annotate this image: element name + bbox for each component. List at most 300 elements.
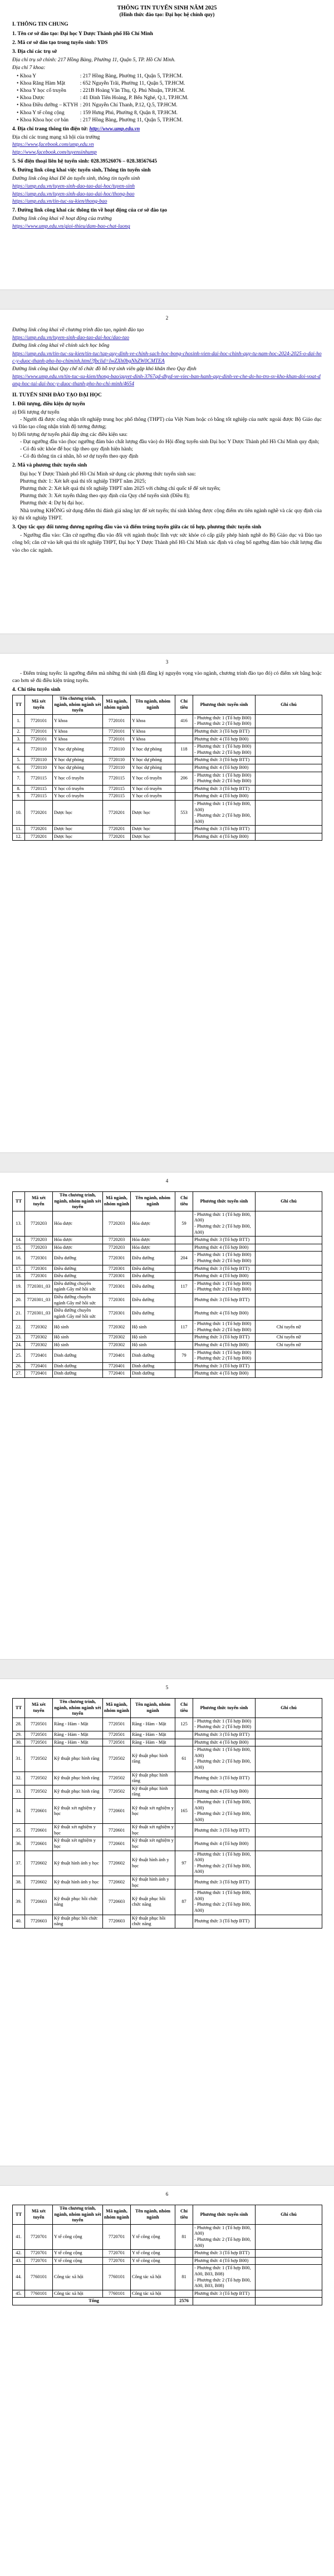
scholarship-link[interactable]: https://ump.edu.vn/tin-tuc-su-kien/tin-tuc/tap-quy-dinh-ve-chinh-sach-hoc-bong-chosinh-vien-dai-hoc-chinh-quy-tu-nam-hoc-2024-2025-o-dai-hoc-y-duoc-thanh-pho-ho-chiminh.html?fbclid=IwZXh0bgNhZW0CMTEA bbox=[12, 351, 322, 364]
table-cell: Kỹ thuật xét nghiệm y học bbox=[131, 1837, 175, 1851]
table-row bbox=[13, 1824, 322, 1837]
table-cell: 7720115 bbox=[103, 772, 131, 785]
table-cell: Phương thức 4 (Tổ hợp B00) bbox=[193, 1370, 256, 1378]
table-cell: Phương thức 3 (Tổ hợp BTT) bbox=[193, 1915, 256, 1928]
table-cell: Công tác xã hội bbox=[131, 2290, 175, 2298]
table-cell: Dinh dưỡng bbox=[131, 1362, 175, 1370]
table-cell: Điều dưỡng bbox=[131, 1252, 175, 1265]
table-cell: 7720401 bbox=[103, 1362, 131, 1370]
column-header: Tên ngành, nhóm ngành bbox=[131, 2205, 175, 2225]
table-cell bbox=[256, 2224, 322, 2249]
table-cell: Phương thức 4 (Tổ hợp B00) bbox=[193, 1273, 256, 1280]
social-link-row bbox=[12, 141, 322, 149]
table-cell bbox=[256, 1293, 322, 1307]
table-row bbox=[13, 1334, 322, 1342]
table-cell bbox=[175, 1370, 193, 1378]
table-cell: Điều dưỡng chuyên ngành Gây mê hồi sức bbox=[53, 1293, 103, 1307]
table-cell: Y khoa bbox=[131, 735, 175, 743]
table-cell: 7720201 bbox=[25, 800, 53, 825]
table-cell bbox=[256, 1772, 322, 1785]
table-cell bbox=[256, 1876, 322, 1890]
table-row bbox=[13, 1362, 322, 1370]
table-cell: Dược học bbox=[53, 826, 103, 833]
table-cell: Điều dưỡng bbox=[131, 1307, 175, 1321]
table-cell: 7720203 bbox=[103, 1244, 131, 1252]
table-cell: Kỹ thuật phục hình răng bbox=[131, 1772, 175, 1785]
table-cell: Kỹ thuật phục hình răng bbox=[131, 1746, 175, 1772]
table-cell: Điều dưỡng chuyên ngành Gây mê hồi sức bbox=[53, 1307, 103, 1321]
table-cell: 7720502 bbox=[103, 1785, 131, 1798]
table-row bbox=[13, 1718, 322, 1731]
table-cell: Dinh dưỡng bbox=[131, 1349, 175, 1362]
table-cell: Kỹ thuật xét nghiệm y học bbox=[131, 1824, 175, 1837]
link-row bbox=[12, 223, 322, 230]
table-cell bbox=[256, 1915, 322, 1928]
table-row bbox=[13, 1244, 322, 1252]
facebook-link[interactable]: https://www.facebook.com/ump.edu.vn bbox=[12, 142, 94, 148]
faculty-row bbox=[12, 87, 322, 95]
link-row bbox=[12, 335, 322, 342]
table-cell: 7720601 bbox=[25, 1824, 53, 1837]
bullet-icon: • bbox=[17, 73, 20, 79]
table-row bbox=[13, 2265, 322, 2290]
page-break bbox=[0, 290, 334, 310]
table-cell: 6. bbox=[13, 764, 25, 772]
table-cell bbox=[256, 757, 322, 764]
table-row bbox=[13, 1851, 322, 1876]
table-cell: - Phương thức 1 (Tổ hợp B00, A00) - Phương thức 2 (Tổ hợp B00, A00) bbox=[193, 1851, 256, 1876]
table-cell bbox=[256, 2298, 322, 2305]
table-cell: 19. bbox=[13, 1280, 25, 1293]
table-cell: 7720401 bbox=[25, 1362, 53, 1370]
table-cell: Hóa dược bbox=[131, 1237, 175, 1244]
table-cell: Phương thức 4 (Tổ hợp B00) bbox=[193, 2257, 256, 2265]
column-header: Tên ngành, nhóm ngành bbox=[131, 1192, 175, 1211]
link-label-b: Đường link công khai về chính sách học bổng bbox=[12, 343, 110, 349]
social-label: Địa chỉ các trang mạng xã hội của trường bbox=[12, 135, 100, 141]
table-cell: 7720302 bbox=[103, 1334, 131, 1342]
column-header: Tên chương trình, ngành, nhóm ngành xét tuyển bbox=[53, 2205, 103, 2225]
table-cell: Kỹ thuật xét nghiệm y học bbox=[53, 1798, 103, 1823]
quality-link[interactable]: https://www.ump.edu.vn/gioi-thieu/dam-bao-chat-luong bbox=[12, 224, 130, 230]
website-link[interactable]: http://www.ump.edu.vn bbox=[89, 126, 140, 133]
table-cell bbox=[256, 1837, 322, 1851]
table-cell bbox=[256, 1731, 322, 1739]
table-cell: Phương thức 3 (Tổ hợp BTT) bbox=[193, 2250, 256, 2258]
table-cell: 165 bbox=[175, 1798, 193, 1823]
table-cell: - Phương thức 1 (Tổ hợp B00, A00) - Phương thức 2 (Tổ hợp B00, A00) bbox=[193, 1890, 256, 1915]
table-cell: 7720301_03 bbox=[25, 1293, 53, 1307]
table-cell: 26. bbox=[13, 1362, 25, 1370]
table-row bbox=[13, 2290, 322, 2298]
table-cell: 45. bbox=[13, 2290, 25, 2298]
column-header: Tên ngành, nhóm ngành bbox=[131, 695, 175, 715]
admission-link[interactable]: https://ump.edu.vn/tuyen-sinh-dao-tao-dai-hoc/tuyen-sinh bbox=[12, 184, 135, 190]
table-cell bbox=[175, 1731, 193, 1739]
table-cell: Răng - Hàm - Mặt bbox=[53, 1718, 103, 1731]
total-value: 2576 bbox=[175, 2298, 193, 2305]
total-label: Tổng bbox=[13, 2298, 175, 2305]
table-cell: Kỹ thuật hình ảnh y học bbox=[53, 1851, 103, 1876]
item-4 bbox=[12, 126, 322, 133]
table-cell: 7720101 bbox=[25, 735, 53, 743]
table-cell: 33. bbox=[13, 1785, 25, 1798]
method-item: Phương thức 2: Xét kết quả thi tốt nghiệp THPT năm 2025 với chứng chỉ quốc tế để xét tuyển; bbox=[20, 486, 220, 492]
table-cell: 41. bbox=[13, 2224, 25, 2249]
table-cell: 7760101 bbox=[103, 2290, 131, 2298]
table-cell: Kỹ thuật phục hình răng bbox=[131, 1785, 175, 1798]
table-row bbox=[13, 772, 322, 785]
table-cell: Y khoa bbox=[131, 728, 175, 735]
column-header: Tên ngành, nhóm ngành bbox=[131, 1699, 175, 1718]
table-cell bbox=[256, 1244, 322, 1252]
table-cell: Dược học bbox=[131, 826, 175, 833]
table-cell: Dinh dưỡng bbox=[53, 1370, 103, 1378]
table-cell: 7720203 bbox=[103, 1211, 131, 1236]
table-cell: 35. bbox=[13, 1824, 25, 1837]
table-cell: - Phương thức 1 (Tổ hợp B00) - Phương thức 2 (Tổ hợp B00) bbox=[193, 1280, 256, 1293]
table-row bbox=[13, 743, 322, 757]
table-cell: 7720401 bbox=[25, 1349, 53, 1362]
table-cell: - Phương thức 1 (Tổ hợp B00, A00) - Phương thức 2 (Tổ hợp B00, A00) bbox=[193, 1746, 256, 1772]
table-cell: 7720110 bbox=[103, 764, 131, 772]
bullet-icon: • bbox=[17, 117, 20, 123]
table-cell: 7720201 bbox=[103, 833, 131, 841]
method-item: Phương thức 4: Dự bị đại học. bbox=[20, 501, 85, 507]
page-3 bbox=[12, 670, 322, 695]
training-link[interactable]: https://ump.edu.vn/tuyen-sinh-dao-tao-dai-hoc/dao-tao bbox=[12, 335, 130, 341]
table-cell: - Phương thức 1 (Tổ hợp B00, A00) - Phương thức 2 (Tổ hợp B00, A00) bbox=[193, 800, 256, 825]
page-2 bbox=[12, 326, 322, 555]
table-cell: Kỹ thuật xét nghiệm y học bbox=[53, 1824, 103, 1837]
faculty-row bbox=[12, 117, 322, 124]
table-cell: Y học cổ truyền bbox=[131, 793, 175, 801]
table-cell: 117 bbox=[175, 1280, 193, 1293]
table-cell: 7720301 bbox=[103, 1293, 131, 1307]
table-cell: 5. bbox=[13, 757, 25, 764]
table-cell: 21. bbox=[13, 1307, 25, 1321]
table-cell: Phương thức 3 (Tổ hợp BTT) bbox=[193, 1731, 256, 1739]
table-cell: Y khoa bbox=[53, 714, 103, 728]
table-cell: Phương thức 3 (Tổ hợp BTT) bbox=[193, 1876, 256, 1890]
faculty-row bbox=[12, 80, 322, 87]
table-row bbox=[13, 1798, 322, 1823]
quota-table bbox=[12, 2205, 322, 2305]
faculty-address: : 41 Đinh Tiên Hoàng, P. Bến Nghé, Q.1, TP.HCM. bbox=[80, 95, 189, 101]
table-row bbox=[13, 1746, 322, 1772]
paragraph: a) Đối tượng dự tuyển bbox=[12, 410, 60, 416]
table-total-row bbox=[13, 2298, 322, 2305]
table-row bbox=[13, 764, 322, 772]
table-cell: Kỹ thuật xét nghiệm y học bbox=[131, 1798, 175, 1823]
faculty-row bbox=[12, 73, 322, 80]
table-cell: 7720301 bbox=[103, 1273, 131, 1280]
table-cell: 7720110 bbox=[25, 757, 53, 764]
table-cell: Y khoa bbox=[131, 714, 175, 728]
table-cell: Chỉ tuyển nữ bbox=[256, 1342, 322, 1350]
table-cell: Phương thức 3 (Tổ hợp BTT) bbox=[193, 2290, 256, 2298]
table-cell bbox=[256, 2290, 322, 2298]
table-row bbox=[13, 1349, 322, 1362]
page-number: 3 bbox=[165, 659, 169, 665]
table-cell: 7720101 bbox=[25, 728, 53, 735]
table-cell: Hóa dược bbox=[131, 1211, 175, 1236]
table-cell: - Phương thức 1 (Tổ hợp B00) - Phương thức 2 (Tổ hợp B00) bbox=[193, 1349, 256, 1362]
admission-link[interactable]: https://ump.edu.vn/tin-tuc-su-kien/thong-bao bbox=[12, 198, 107, 204]
table-cell: 7720501 bbox=[103, 1739, 131, 1746]
page-number: 5 bbox=[165, 1685, 169, 1690]
table-cell: 4. bbox=[13, 743, 25, 757]
table-row bbox=[13, 2250, 322, 2258]
table-cell: 7720701 bbox=[103, 2257, 131, 2265]
table-row bbox=[13, 1265, 322, 1273]
table-cell: 59 bbox=[175, 1211, 193, 1236]
table-cell bbox=[175, 1307, 193, 1321]
table-cell bbox=[256, 2265, 322, 2290]
doc-title: THÔNG TIN TUYỂN SINH NĂM 2025 bbox=[117, 5, 217, 11]
table-cell bbox=[175, 2290, 193, 2298]
table-row bbox=[13, 1342, 322, 1350]
item-3: 3. Địa chỉ các trụ sở bbox=[12, 49, 57, 55]
table-row bbox=[13, 1772, 322, 1785]
table-cell bbox=[256, 826, 322, 833]
table-cell: 12. bbox=[13, 833, 25, 841]
table-header-row bbox=[13, 1699, 322, 1718]
table-cell: 7720301 bbox=[103, 1265, 131, 1273]
table-cell: 204 bbox=[175, 1252, 193, 1265]
table-cell bbox=[256, 800, 322, 825]
paragraph: - Người đã được công nhận tốt nghiệp trung học phổ thông (THPT) của Việt Nam hoặc có bằng tốt nghiệp của nước ngoài được Bộ Giáo dục và Đào tạo công nhận trình độ tương đương; bbox=[12, 417, 322, 430]
faculty-name: Khoa Y học cổ truyền bbox=[19, 88, 66, 94]
table-cell bbox=[175, 1265, 193, 1273]
column-header: Mã ngành, nhóm ngành bbox=[103, 1699, 131, 1718]
table-cell: 7720302 bbox=[103, 1321, 131, 1334]
table-row bbox=[13, 1293, 322, 1307]
bullet-icon: • bbox=[17, 88, 20, 94]
table-cell: 7720601 bbox=[25, 1837, 53, 1851]
table-cell bbox=[175, 1915, 193, 1928]
table-cell: 7720501 bbox=[25, 1731, 53, 1739]
table-cell: 7720601 bbox=[103, 1837, 131, 1851]
table-cell: Điều dưỡng bbox=[131, 1265, 175, 1273]
table-cell bbox=[175, 2250, 193, 2258]
link-label-c: Đường link công khai Quy chế tổ chức đồ hỗ trợ sinh viên gặp khó khăn theo Quy định bbox=[12, 366, 197, 372]
table-cell bbox=[175, 1342, 193, 1350]
page-break bbox=[0, 634, 334, 654]
table-cell: Hóa dược bbox=[53, 1211, 103, 1236]
table-cell: 7720502 bbox=[103, 1746, 131, 1772]
table-cell: 7720115 bbox=[103, 793, 131, 801]
table-cell: 14. bbox=[13, 1237, 25, 1244]
table-cell bbox=[256, 833, 322, 841]
column-header: Mã ngành, nhóm ngành bbox=[103, 695, 131, 715]
table-cell: 7720501 bbox=[103, 1731, 131, 1739]
table-row bbox=[13, 1280, 322, 1293]
bullet-icon: • bbox=[17, 102, 20, 109]
table-cell bbox=[256, 1370, 322, 1378]
table-cell bbox=[175, 1237, 193, 1244]
column-header: Ghi chú bbox=[256, 1699, 322, 1718]
facebook-link[interactable]: http://www.facebook.com/tuyensinhump bbox=[12, 149, 97, 155]
table-cell: Y tế công cộng bbox=[53, 2224, 103, 2249]
section-heading: I. THÔNG TIN CHUNG bbox=[12, 22, 68, 28]
table-cell bbox=[256, 1851, 322, 1876]
table-cell: 24. bbox=[13, 1342, 25, 1350]
table-cell: 7720701 bbox=[25, 2257, 53, 2265]
table-cell: Kỹ thuật phục hồi chức năng bbox=[53, 1890, 103, 1915]
table-cell: Công tác xã hội bbox=[53, 2265, 103, 2290]
table-cell: Phương thức 4 (Tổ hợp B00) bbox=[193, 764, 256, 772]
table-cell bbox=[175, 793, 193, 801]
column-header: Mã xét tuyển bbox=[25, 695, 53, 715]
table-cell: 7720603 bbox=[25, 1890, 53, 1915]
table-cell: Y khoa bbox=[53, 735, 103, 743]
table-cell: Dinh dưỡng bbox=[53, 1362, 103, 1370]
table-cell: Phương thức 3 (Tổ hợp BTT) bbox=[193, 1824, 256, 1837]
paragraph: - Có đủ sức khỏe để học tập theo quy định hiện hành; bbox=[20, 446, 134, 453]
table-cell: 7720502 bbox=[25, 1785, 53, 1798]
table-cell: Điều dưỡng bbox=[53, 1265, 103, 1273]
table-cell bbox=[256, 1739, 322, 1746]
table-cell: Y học cổ truyền bbox=[53, 793, 103, 801]
table-cell: Y học cổ truyền bbox=[131, 785, 175, 793]
table-cell: 7720701 bbox=[25, 2224, 53, 2249]
table-cell bbox=[256, 785, 322, 793]
table-cell bbox=[256, 1307, 322, 1321]
column-header: Mã xét tuyển bbox=[25, 2205, 53, 2225]
quota-table bbox=[12, 695, 322, 841]
table-cell bbox=[175, 1739, 193, 1746]
table-cell: - Phương thức 1 (Tổ hợp B00) - Phương thức 2 (Tổ hợp B00) bbox=[193, 714, 256, 728]
column-header: Chỉ tiêu bbox=[175, 695, 193, 715]
table-cell: 36. bbox=[13, 1837, 25, 1851]
table-cell: 7720603 bbox=[103, 1915, 131, 1928]
table-cell: 34. bbox=[13, 1798, 25, 1823]
column-header: Mã xét tuyển bbox=[25, 1192, 53, 1211]
paragraph: Nhà trường KHÔNG sử dụng điểm thi đánh giá năng lực để xét tuyển; thí sinh không được cộng điểm ưu tiên ngành nghề và các quy định của kỳ thi tốt nghiệp THPT. bbox=[12, 508, 322, 521]
table-cell bbox=[256, 1890, 322, 1915]
table-cell: 7720302 bbox=[25, 1321, 53, 1334]
table-cell: 87 bbox=[175, 1890, 193, 1915]
table-cell: - Phương thức 1 (Tổ hợp B00) - Phương thức 2 (Tổ hợp B00) bbox=[193, 743, 256, 757]
item-7: 7. Đường link công khai các thông tin về hoạt động của cơ sở đào tạo bbox=[12, 208, 168, 214]
table-cell: 206 bbox=[175, 772, 193, 785]
table-cell: 37. bbox=[13, 1851, 25, 1876]
table-cell: 43. bbox=[13, 2257, 25, 2265]
table-cell: 27. bbox=[13, 1370, 25, 1378]
table-cell: 28. bbox=[13, 1718, 25, 1731]
paragraph: - Có đủ thông tin cá nhân, hồ sơ dự tuyển theo quy định bbox=[20, 454, 139, 460]
table-cell: Kỹ thuật phục hồi chức năng bbox=[53, 1915, 103, 1928]
table-cell: 15. bbox=[13, 1244, 25, 1252]
page-number: 2 bbox=[165, 315, 169, 321]
table-cell: Điều dưỡng bbox=[131, 1273, 175, 1280]
column-header: Phương thức tuyển sinh bbox=[193, 1699, 256, 1718]
social-link-row bbox=[12, 149, 322, 156]
table-row bbox=[13, 1273, 322, 1280]
table-cell: Điều dưỡng bbox=[131, 1293, 175, 1307]
table-cell: 117 bbox=[175, 1321, 193, 1334]
table-cell bbox=[256, 1798, 322, 1823]
link-row bbox=[12, 183, 322, 190]
table-cell: Điều dưỡng bbox=[131, 1280, 175, 1293]
column-header: TT bbox=[13, 695, 25, 715]
table-cell: Phương thức 3 (Tổ hợp BTT) bbox=[193, 1362, 256, 1370]
table-cell: - Phương thức 1 (Tổ hợp B00, A00) - Phương thức 2 (Tổ hợp B00, A00) bbox=[193, 1211, 256, 1236]
table-header-row bbox=[13, 2205, 322, 2225]
table-cell: 2. bbox=[13, 728, 25, 735]
table-cell bbox=[175, 1824, 193, 1837]
table-cell bbox=[256, 1718, 322, 1731]
admission-link[interactable]: https://ump.edu.vn/tuyen-sinh-dao-tao-dai-hoc/thong-bao bbox=[12, 191, 135, 197]
paragraph: b) Đối tượng dự tuyển phải đáp ứng các điều kiện sau: bbox=[12, 431, 127, 438]
table-cell: 7720602 bbox=[103, 1876, 131, 1890]
table-row bbox=[13, 1876, 322, 1890]
table-cell bbox=[175, 764, 193, 772]
table-cell: 7720301 bbox=[103, 1307, 131, 1321]
table-cell: Hộ sinh bbox=[131, 1342, 175, 1350]
table-cell bbox=[256, 1265, 322, 1273]
table-cell: 7720115 bbox=[25, 793, 53, 801]
table-cell: Y tế công cộng bbox=[53, 2257, 103, 2265]
table-cell bbox=[256, 2257, 322, 2265]
table-row bbox=[13, 826, 322, 833]
table-cell: 7. bbox=[13, 772, 25, 785]
table-cell: Công tác xã hội bbox=[53, 2290, 103, 2298]
table-cell: Kỹ thuật phục hồi chức năng bbox=[131, 1890, 175, 1915]
table-cell bbox=[256, 1746, 322, 1772]
table-cell: Dược học bbox=[131, 800, 175, 825]
page-1 bbox=[12, 4, 322, 231]
table-cell: 118 bbox=[175, 743, 193, 757]
table-cell: Y học cổ truyền bbox=[131, 772, 175, 785]
table-cell: 16. bbox=[13, 1252, 25, 1265]
table-cell: 7760101 bbox=[25, 2290, 53, 2298]
table-cell: Phương thức 3 (Tổ hợp BTT) bbox=[193, 785, 256, 793]
column-header: TT bbox=[13, 2205, 25, 2225]
table-cell: Điều dưỡng bbox=[53, 1273, 103, 1280]
column-header: Tên chương trình, ngành, nhóm ngành xét tuyển bbox=[53, 1699, 103, 1718]
table-row bbox=[13, 2257, 322, 2265]
support-link[interactable]: https://www.ump.edu.vn/tin-tuc-su-kien/thong-bao/quyet-dinh-3767qd-dhyd-ve-viec-ban-hanh-quy-dinh-ve-che-do-ho-tro-sv-kho-khan-doi-voat-dang-hoc-tai-dai-hoc-y-duoc-thanh-pho-ho-chi-minh/4654 bbox=[12, 374, 321, 387]
table-cell: Hóa dược bbox=[53, 1244, 103, 1252]
faculty-address: : 217 Hồng Bàng, Phường 11, Quận 5, TP.HCM. bbox=[80, 73, 183, 79]
table-cell: Hộ sinh bbox=[131, 1334, 175, 1342]
table-cell: Răng - Hàm - Mặt bbox=[53, 1739, 103, 1746]
table-cell bbox=[175, 1244, 193, 1252]
table-cell: 7720201 bbox=[103, 826, 131, 833]
table-cell: Răng - Hàm - Mặt bbox=[131, 1731, 175, 1739]
table-cell: Phương thức 3 (Tổ hợp BTT) bbox=[193, 1334, 256, 1342]
table-cell: Y học dự phòng bbox=[131, 757, 175, 764]
table-cell: - Phương thức 1 (Tổ hợp B00, A00, B03, B08) - Phương thức 2 (Tổ hợp B00, A00, B03, B08) bbox=[193, 2265, 256, 2290]
table-cell: 7720301 bbox=[25, 1273, 53, 1280]
table-cell bbox=[256, 2250, 322, 2258]
table-cell: Công tác xã hội bbox=[131, 2265, 175, 2290]
table-cell bbox=[175, 1837, 193, 1851]
table-cell: 7720110 bbox=[25, 764, 53, 772]
table-row bbox=[13, 1915, 322, 1928]
column-header: Phương thức tuyển sinh bbox=[193, 695, 256, 715]
table-cell: Hóa dược bbox=[131, 1244, 175, 1252]
page-number: 6 bbox=[165, 2191, 169, 2197]
table-cell bbox=[256, 1211, 322, 1236]
link7-label: Đường link công khai về hoạt động của trường bbox=[12, 216, 112, 222]
table-row bbox=[13, 1307, 322, 1321]
faculty-name: Khoa Khoa học cơ bản bbox=[19, 117, 69, 123]
table-cell: Phương thức 4 (Tổ hợp B00) bbox=[193, 1342, 256, 1350]
table-row bbox=[13, 1237, 322, 1244]
